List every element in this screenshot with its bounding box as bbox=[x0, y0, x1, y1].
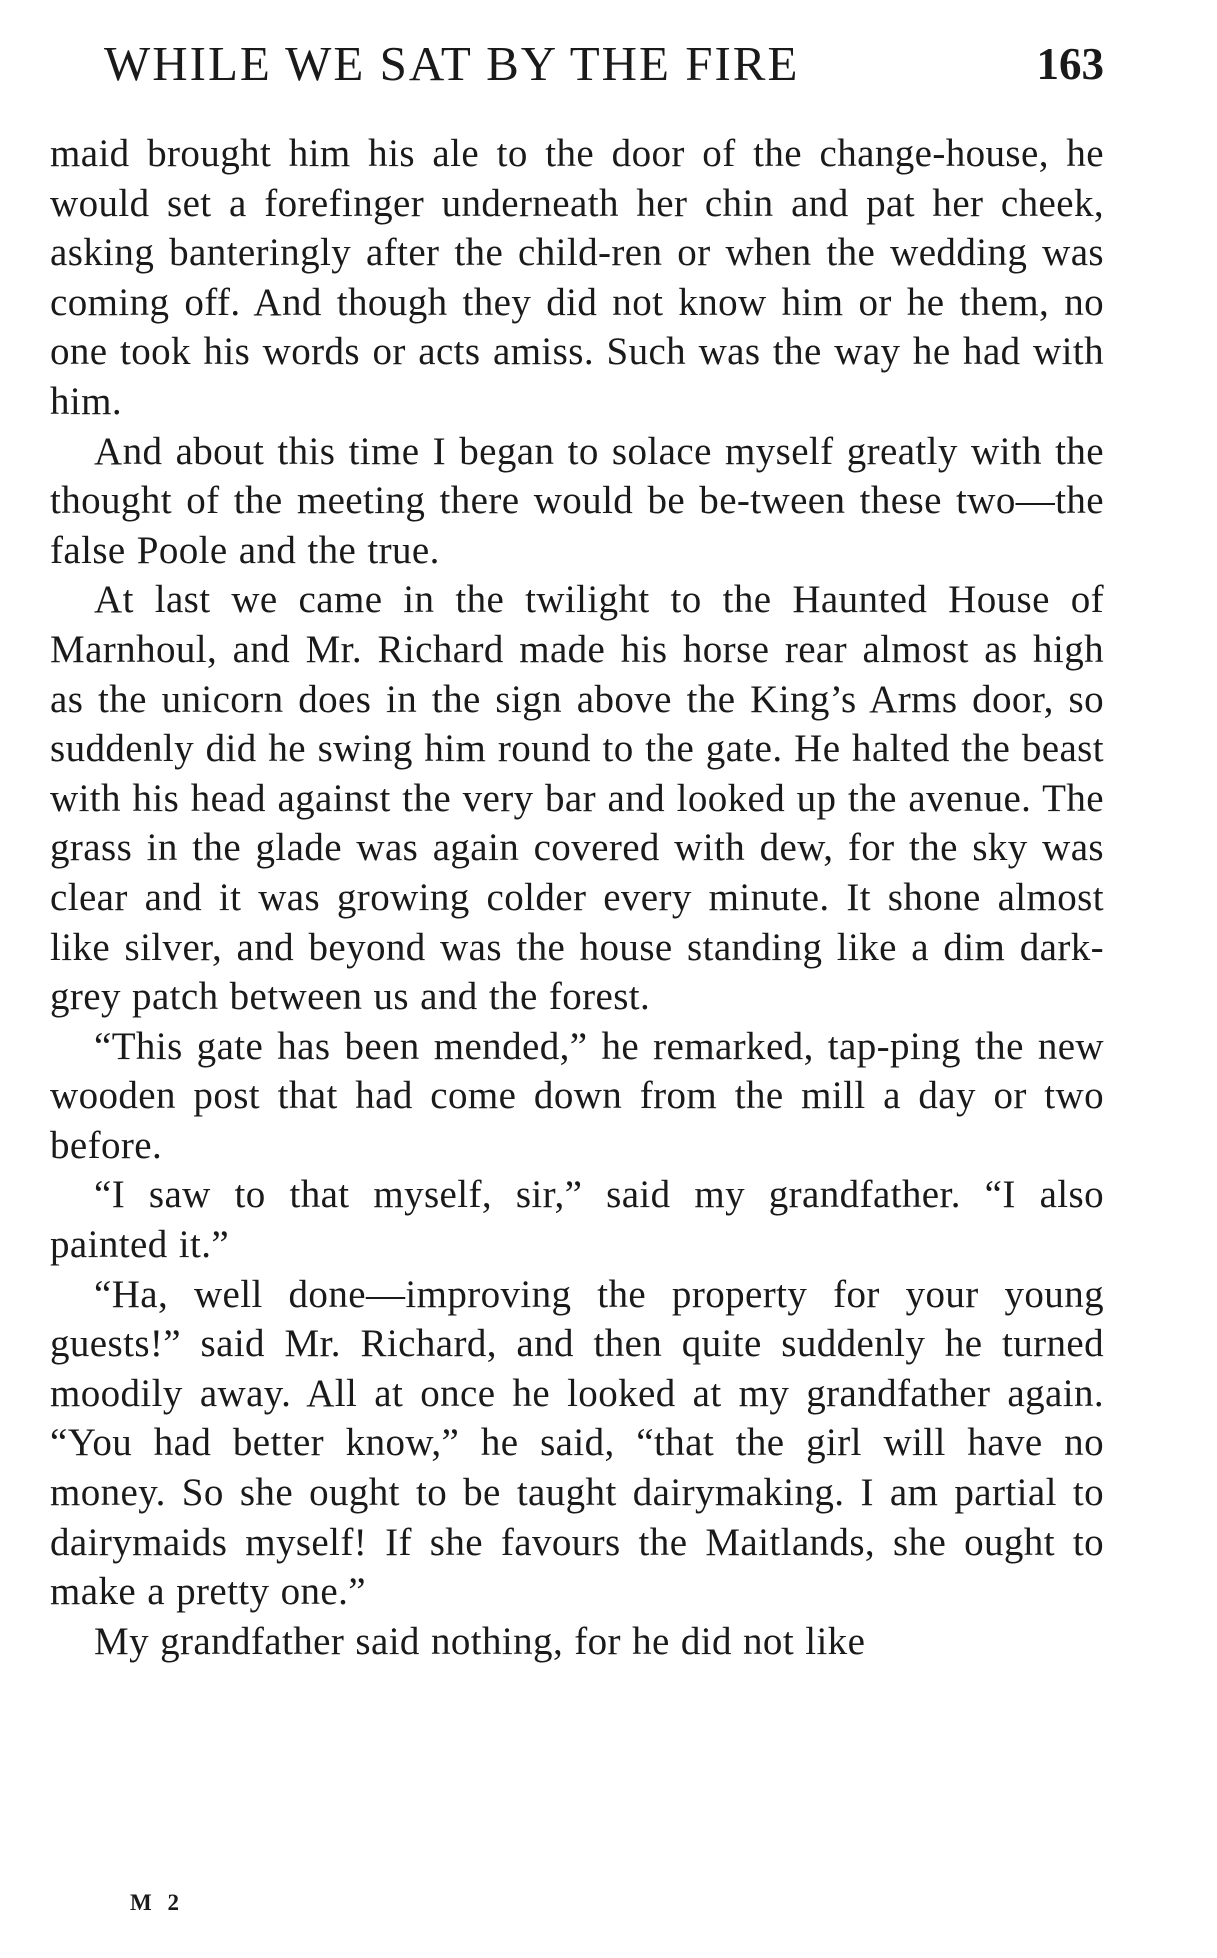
paragraph-6: “Ha, well done—improving the property for your young guests!” said Mr. Richard, and then quite suddenly he turned moodily away. All at once he looked at my grandfather again. “You had better know,” he said, “that the girl will have no money. So she ought to be taught dairymaking. I am partial to dairymaids myself! If she favours the Maitlands, she ought to make a pretty one.” bbox=[50, 1272, 1104, 1614]
running-title: WHILE WE SAT BY THE FIRE bbox=[104, 36, 800, 91]
body-text bbox=[50, 129, 1104, 1666]
paragraph-4: “This gate has been mended,” he remarked, tap-ping the new wooden post that had come down from the mill a day or two before. bbox=[50, 1024, 1104, 1167]
paragraph-5: “I saw to that myself, sir,” said my grandfather. “I also painted it.” bbox=[50, 1173, 1104, 1267]
paragraph-7: My grandfather said nothing, for he did not like bbox=[94, 1619, 866, 1663]
page-number: 163 bbox=[1036, 39, 1104, 89]
signature-mark: M 2 bbox=[130, 1890, 184, 1915]
page-header bbox=[104, 28, 1104, 100]
paragraph-1: maid brought him his ale to the door of the change-house, he would set a forefinger underneath her chin and pat her cheek, asking banteringly after the child-ren or when the wedding was coming off. And though they did not know him or he them, no one took his words or acts amiss. Such was the way he had with him. bbox=[50, 132, 1104, 423]
paragraph-3: At last we came in the twilight to the Haunted House of Marnhoul, and Mr. Richard made his horse rear almost as high as the unicorn does in the sign above the King’s Arms door, so suddenly did he swing him round to the gate. He halted the beast with his head against the very bar and looked up the avenue. The grass in the glade was again covered with dew, for the sky was clear and it was growing colder every minute. It shone almost like silver, and beyond was the house standing like a dim dark-grey patch between us and the forest. bbox=[50, 578, 1104, 1019]
paragraph-2: And about this time I began to solace myself greatly with the thought of the meeting there would be be-tween these two—the false Poole and the true. bbox=[50, 429, 1104, 572]
